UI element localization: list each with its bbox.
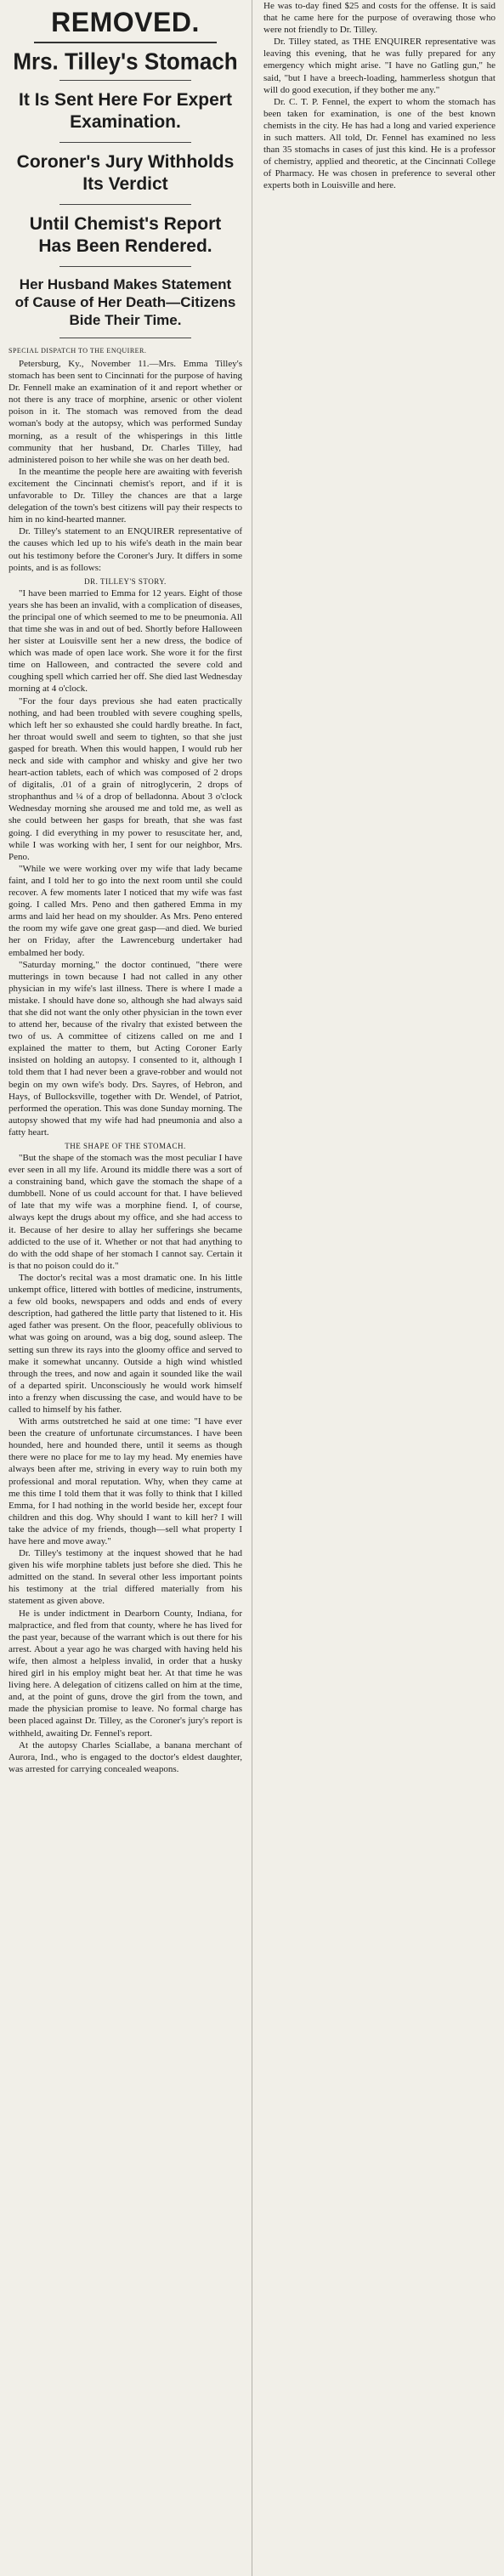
- subheadline: Mrs. Tilley's Stomach: [13, 48, 238, 75]
- deck-1: It Is Sent Here For Expert Examination.: [19, 90, 232, 132]
- article-paragraph: Dr. Tilley's testimony at the inquest showed that he had given his wife morphine tablets just before she died. This he admitted on the stand. In several other less important points his testimony at the trial differed materially from his statement as given above.: [8, 1548, 242, 1607]
- right-column: [255, 0, 504, 544]
- deck-3: Until Chemist's Report Has Been Rendered.: [29, 214, 222, 256]
- deck-final: Her Husband Makes Statement of Cause of Her Death—Citizens Bide Their Time.: [14, 276, 236, 328]
- headline: REMOVED.: [51, 7, 200, 37]
- divider: [59, 266, 191, 267]
- article-paragraph: He was to-day fined $25 and costs for the offense. It is said that he came here for the purpose of overawing those who were not friendly to Dr. Tilley.: [263, 1, 496, 36]
- article-paragraph: "Saturday morning," the doctor continued, "there were mutterings in town because I had not called in any other physician in my wife's last illness. There is where I made a mistake. I should have done so, although she had always said that she did not want the only other physician in the town ever to attend her, because of the rivalry that existed between the two of us. A committee of citizens called on me and I explained the matter to them, but Acting Coroner Early insisted on holding an autopsy. I consented to it, although I told them that I had never been a grave-robber and would not begin on my own wife's body. Drs. Sayres, of Hebron, and Hays, of Bullocksville, together with Dr. Wendel, of Patriot, performed the operation. This was done Sunday morning. The autopsy showed that my wife had had pneumonia and also a fatty heart.: [8, 959, 242, 1138]
- article-paragraph: Dr. Tilley stated, as THE ENQUIRER representative was leaving this evening, that he was fully prepared for any emergency which might arise. "I have no Gatling gun," he said, "but I have a breech-loading, hammerless shotgun that will do good execution, if they bother me any.": [263, 37, 496, 95]
- article-paragraph: Dr. Tilley's statement to an ENQUIRER representative of the causes which led up to his wife's death in the main bear out his testimony before the Coroner's Jury. It differs in some points, and is as follows:: [8, 526, 242, 573]
- article-paragraph: The doctor's recital was a most dramatic one. In his little unkempt office, littered with bottles of medicine, instruments, a few old books, newspapers and odds and ends of every description, had gathered the little party that listened to it. His aged father was present. On the floor, peacefully oblivious to what was going on around, was a big dog, sound asleep. The setting sun threw its rays into the gloomy office and served to make it somewhat uncanny. Outside a high wind whistled through the trees, and now and again it sounded like the wail of a departed spirit. Unconsciously he would work himself into a frenzy when discussing the case, and would have to be called to himself by his father.: [8, 1272, 242, 1415]
- article-paragraph: In the meantime the people here are awaiting with feverish excitement the Cincinnati chemist's report, and if it is unfavorable to Dr. Tilley the chances are that a large delegation of the town's best citizens will pay their respects to him in no kind-hearted manner.: [8, 466, 242, 525]
- section-subhead-story: DR. TILLEY'S STORY.: [84, 576, 167, 586]
- article-paragraph: "But the shape of the stomach was the most peculiar I have ever seen in all my life. Around its middle there was a sort of a constraining band, which gave the stomach the shape of a dumbbell. None of us could account for that. I have believed of late that my wife was a morphine fiend. I, of course, always kept the drugs about my office, and she had access to it. Because of her desire to allay her sufferings she became addicted to the use of it. Whether or not that had anything to do with the odd shape of her stomach I cannot say. Certain it is that no poison could do it.": [8, 1153, 242, 1271]
- article-paragraph: With arms outstretched he said at one time: "I have ever been the creature of unfortunate circumstances. I have been hounded, here and hounded there, until it seems as though there were no place for me to lay my head. My enemies have always been after me, striving in every way to ruin both my professional and moral reputation. Why, when they came at me this time I told them that it was folly to think that I killed Emma, for I had nothing in the world beside her, except four children and this dog. Why should I want to kill her? I will take the advice of my friends, though—sell what property I have here and move away.": [8, 1416, 242, 1546]
- divider: [59, 142, 191, 143]
- section-subhead-stomach: THE SHAPE OF THE STOMACH.: [65, 1142, 186, 1150]
- divider: [59, 80, 191, 81]
- article-paragraph: He is under indictment in Dearborn County, Indiana, for malpractice, and fled from that county, where he has lived for the past year, because of the warrant which is out there for his arrest. About a year ago he was charged with having held his wife, then almost a helpless invalid, in order that a husky hired girl in his employ might beat her. At that time he was living here. A delegation of citizens called on him at the time, and, at the point of guns, drove the girl from the town, and made the physician promise to leave. No formal charge has been placed against Dr. Tilley, as the Coroner's jury's report is withheld, awaiting Dr. Fennel's report.: [8, 1608, 242, 1739]
- deck-2: Coroner's Jury Withholds Its Verdict: [16, 152, 235, 194]
- left-column: [0, 0, 251, 2576]
- article-paragraph: "For the four days previous she had eaten practically nothing, and had been troubled with severe coughing spells, which left her so exhausted she could hardly breathe. In fact, her throat would swell and seem to tighten, so that she just gasped for breath. When this would happen, I would rub her neck and side with camphor and whisky and give her two heart-action tablets, each of which was composed of 2 drops of digitalis, .01 of a grain of nitroglycerin, 2 drops of strophanthus and ¼ of a drop of belladonna. About 3 o'clock Wednesday morning she aroused me and told me, as well as she could between her gasps for breath, that she was fast going. I did everything in my power to resuscitate her, and, while I was working with her, I sent for our neighbor, Mrs. Peno.: [8, 695, 242, 862]
- article-paragraph: At the autopsy Charles Sciallabe, a banana merchant of Aurora, Ind., who is engaged to the doctor's eldest daughter, was arrested for carrying concealed weapons.: [8, 1739, 242, 1774]
- divider: [59, 204, 191, 205]
- divider: [34, 42, 217, 43]
- article-paragraph: Petersburg, Ky., November 11.—Mrs. Emma Tilley's stomach has been sent to Cincinnati for the purpose of having Dr. Fennell make an examination of it and report whether or not there is any trace of morphine, arsenic or other violent poison in it. The stomach was removed from the dead woman's body at the autopsy, which was performed Sunday morning, as a result of the whisperings in this little community that her husband, Dr. Charles Tilley, had administered poison to her while she was on her death bed.: [8, 359, 242, 465]
- article-paragraph: "While we were working over my wife that lady became faint, and I told her to go into the next room until she could recover. A few moments later I noticed that my wife was fast going. I called Mrs. Peno and then gathered Emma in my arms and laid her head on my shoulder. As Mrs. Peno entered the room my wife gave one great gasp—and died. We buried her on Friday, after the Lawrenceburg undertaker had embalmed her body.: [8, 863, 242, 958]
- article-paragraph: Dr. C. T. P. Fennel, the expert to whom the stomach has been taken for examination, is one of the best known chemists in the city. He has had a long and varied experience in such matters. All told, Dr. Fennel has examined no less than 35 stomachs in cases of just this kind. He is a professor of chemistry, applied and theoretic, at the Cincinnati College of Pharmacy. He was chosen in preference to several other experts both in Louisville and here.: [263, 96, 496, 191]
- article-paragraph: "I have been married to Emma for 12 years. Eight of those years she has been an invalid, with a complication of diseases, the principal one of which seemed to me to be pneumonia. All that time she was in and out of bed. Shortly before Halloween her sister at Louisville sent her a new dress, the bodice of which was made of open lace work. She wore it for the first time on Halloween, and contracted the severe cold and coughing spell which carried her off. She died last Wednesday morning at 4 o'clock.: [8, 587, 242, 695]
- dateline: SPECIAL DISPATCH TO THE ENQUIRER.: [8, 347, 147, 355]
